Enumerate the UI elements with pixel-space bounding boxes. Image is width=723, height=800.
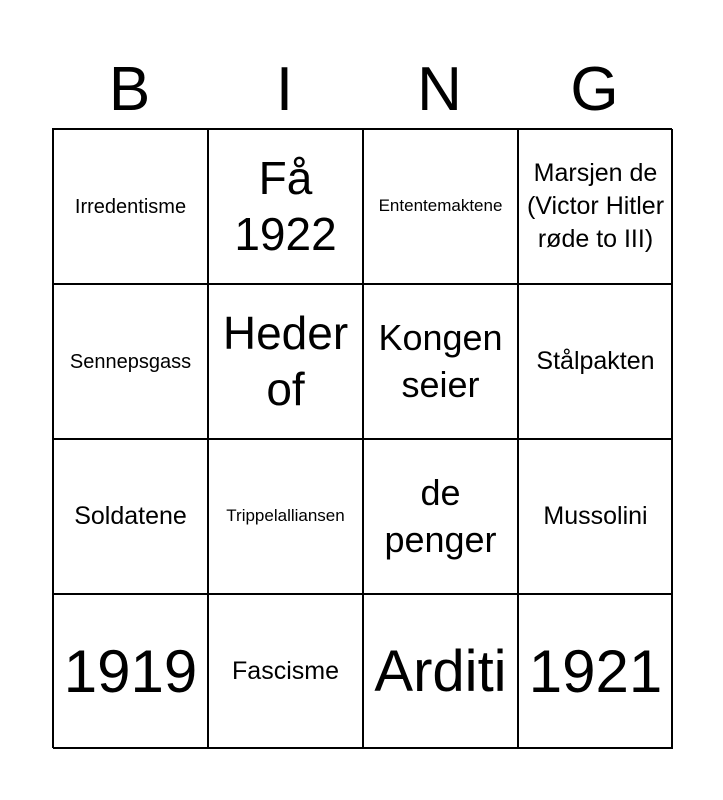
header-letter-n: N (417, 55, 462, 124)
cell-text: Kongen seier (378, 316, 503, 405)
header-letter-b: B (108, 55, 151, 124)
cell-text: Irredentisme (74, 195, 187, 218)
header-letter-g: G (570, 55, 619, 124)
bingo-cell-r2c4[interactable] (518, 284, 673, 439)
bingo-cell-r3c1[interactable] (53, 439, 208, 594)
bingo-cell-r2c3[interactable] (363, 284, 518, 439)
bingo-cell-r3c4[interactable] (518, 439, 673, 594)
cell-text: Arditi (374, 638, 507, 704)
cell-text: Marsjen de (Victor Hitler røde to III) (526, 159, 665, 253)
cell-text: Fascisme (232, 657, 339, 685)
bingo-cell-r1c2[interactable] (208, 129, 363, 284)
bingo-cell-r1c4[interactable] (518, 129, 673, 284)
cell-text: Sennepsgass (69, 350, 192, 373)
bingo-cell-r2c1[interactable] (53, 284, 208, 439)
cell-text: Heder of (222, 307, 349, 415)
bingo-cell-r3c2[interactable] (208, 439, 363, 594)
cell-text: Få 1922 (234, 152, 337, 260)
cell-text: Soldatene (74, 502, 187, 530)
bingo-cell-r4c1[interactable] (53, 594, 208, 749)
cell-text: 1919 (63, 637, 198, 705)
cell-text: Mussolini (543, 502, 648, 530)
bingo-cell-r1c3[interactable] (363, 129, 518, 284)
cell-text: de penger (384, 471, 497, 560)
bingo-cell-r2c2[interactable] (208, 284, 363, 439)
bingo-cell-r4c2[interactable] (208, 594, 363, 749)
bingo-header (52, 52, 672, 128)
header-letter-i: I (275, 55, 294, 124)
bingo-board (52, 128, 672, 748)
bingo-cell-r4c4[interactable] (518, 594, 673, 749)
cell-text: Trippelalliansen (226, 506, 345, 526)
cell-text: 1921 (528, 637, 663, 705)
cell-text: Ententemaktene (378, 196, 503, 216)
bingo-cell-r4c3[interactable] (363, 594, 518, 749)
cell-text: Stålpakten (536, 347, 655, 375)
bingo-cell-r3c3[interactable] (363, 439, 518, 594)
bingo-cell-r1c1[interactable] (53, 129, 208, 284)
